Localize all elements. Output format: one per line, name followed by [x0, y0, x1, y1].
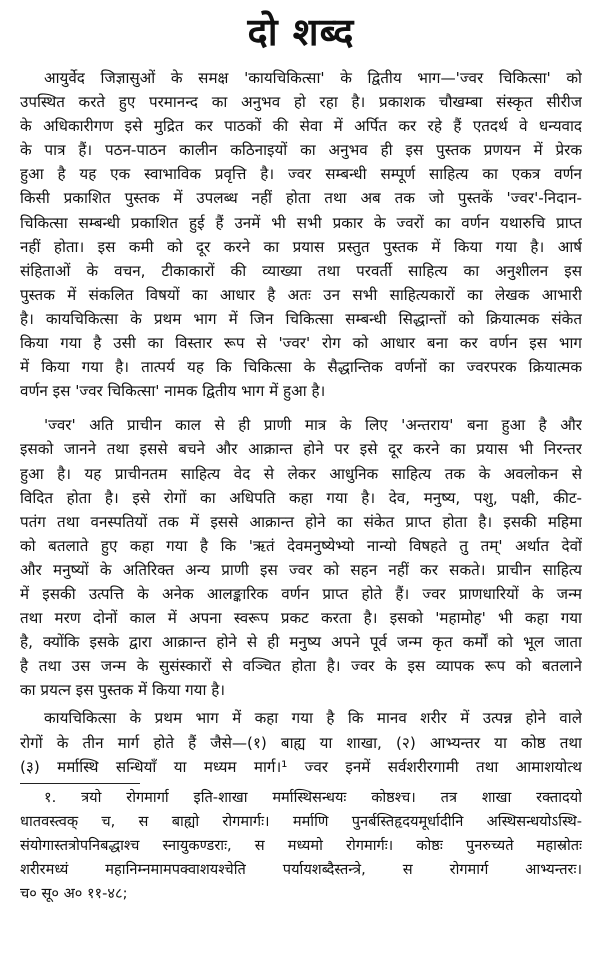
- footnote-divider: [20, 783, 140, 784]
- footnote-line: १. त्रयो रोगमार्गा इति-शाखा मर्मास्थिसन्धयः कोष्ठश्च। तत्र शाखा रक्तादयो: [44, 788, 582, 806]
- text-line: रोगों के तीन मार्ग होते हैं जैसे—(१) बाह्य या शाखा, (२) आभ्यन्तर या कोष्ठ तथा: [20, 733, 582, 752]
- footnote-reference: च० सू० अ० ११-४८;: [20, 884, 128, 902]
- text-line: का प्रयत्न इस पुस्तक में किया गया है।: [20, 681, 226, 700]
- text-line: चिकित्सा सम्बन्धी प्रकाशित हुई हैं उनमें भी सभी प्रकार के ज्वरों का वर्णन यथारुचि प्राप्त: [20, 213, 582, 232]
- footnote: [20, 786, 582, 906]
- text-line: को बतलाते हुए कहा गया है कि 'ऋतं देवमनुष्येभ्यो नान्यो विषहते तु तम्' अर्थात देवों: [20, 536, 582, 555]
- text-line: आयुर्वेद जिज्ञासुओं के समक्ष 'कायचिकित्सा' के द्वितीय भाग—'ज्वर चिकित्सा' को: [44, 69, 582, 87]
- text-line: 'ज्वर' अति प्राचीन काल से ही प्राणी मात्र के लिए 'अन्तराय' बना हुआ है और: [44, 416, 582, 435]
- text-line: किया गया है उसी का विस्तार रूप से 'ज्वर' रोग को आधार बना कर वर्णन इस भाग: [20, 334, 582, 353]
- text-line: किसी प्रकाशित पुस्तक में उपलब्ध नहीं होता तथा अब तक जो पुस्तकें 'ज्वर'-निदान-: [20, 189, 582, 208]
- text-line: के अधिकारीगण इसे मुद्रित कर पाठकों की सेवा में अर्पित कर रहे हैं एतदर्थ वे धन्यवाद: [20, 117, 582, 136]
- text-line: (३) मर्मास्थि सन्धियाँ या मध्यम मार्ग।¹ ज्वर इनमें सर्वशरीरगामी तथा आमाशयोत्थ: [20, 757, 582, 776]
- paragraph-2: [20, 413, 582, 702]
- page-title: दो शब्द: [247, 10, 355, 54]
- text-line: में इसकी उत्पत्ति के अनेक आलङ्कारिक वर्णन प्राप्त होते हैं। ज्वर प्राणधारियों के जन्म: [20, 584, 582, 603]
- footnote-line: शरीरमध्यं महानिम्नमामपक्वाशयश्चेति पर्यायशब्दैस्तन्त्रे, स रोगमार्ग आभ्यन्तरः।: [20, 860, 582, 878]
- text-line: हुआ है यह एक स्वाभाविक प्रवृत्ति है। ज्वर सम्बन्धी सम्पूर्ण साहित्य का एकत्र वर्णन: [20, 165, 582, 184]
- text-line: है। कायचिकित्सा के प्रथम भाग में जिन चिकित्सा सम्बन्धी सिद्धान्तों को क्रियात्मक संकेत: [20, 309, 582, 328]
- footnote-line: संयोगास्तत्रोपनिबद्धाश्च स्नायुकण्डराः, स मध्यमो रोगमार्गः। कोष्ठः पुनरुच्यते महास्रोतः: [20, 836, 582, 854]
- text-line: वर्णन इस 'ज्वर चिकित्सा' नामक द्वितीय भाग में हुआ है।: [20, 382, 326, 401]
- text-line: के पात्र हैं। पठन-पाठन कालीन कठिनाइयों का अनुभव ही इस पुस्तक प्रणयन में प्रेरक: [20, 141, 582, 160]
- text-line: उपस्थित करते हुए परमानन्द का अनुभव हो रहा है। प्रकाशक चौखम्बा संस्कृत सीरीज: [20, 93, 582, 112]
- text-line: पतंग तथा वनस्पतियों तक में इससे आक्रान्त होने का संकेत प्राप्त होता है। इसकी महिमा: [20, 512, 582, 531]
- text-line: नहीं होता। इस कमी को दूर करने का प्रयास प्रस्तुत पुस्तक में किया गया है। आर्ष: [20, 237, 582, 256]
- text-line: तथा मरण दोनों काल में अपना स्वरूप प्रकट करता है। इसको 'महामोह' भी कहा गया: [20, 609, 582, 628]
- text-line: हुआ है। यह प्राचीनतम साहित्य वेद से लेकर आधुनिक साहित्य तक के अवलोकन से: [20, 464, 582, 483]
- footnote-line: धातवस्त्वक् च, स बाह्यो रोगमार्गः। मर्माणि पुनर्बस्तिहृदयमूर्धादीनि अस्थिसन्धयोऽस्थि-: [20, 812, 582, 830]
- text-line: और मनुष्यों के अतिरिक्त अन्य प्राणी इस ज्वर को सहन नहीं कर सकते। प्राचीन साहित्य: [20, 560, 582, 579]
- text-line: है तथा उस जन्म के सुसंस्कारों से वञ्चित होता है। ज्वर के इस व्यापक रूप को बतलाने: [20, 657, 582, 676]
- paragraph-3: [20, 706, 582, 778]
- text-line: में किया गया है। तात्पर्य यह कि चिकित्सा के सैद्धान्तिक वर्णनों का ज्वरपरक क्रियात्मक: [20, 358, 582, 377]
- text-line: पुस्तक में संकलित विषयों का आधार है अतः उन सभी साहित्यकारों का लेखक आभारी: [20, 285, 582, 304]
- text-line: है, क्योंकि इसके द्वारा आक्रान्त होने से ही मनुष्य अपने पूर्व जन्म कृत कर्मों को भूल जाता: [20, 633, 582, 652]
- text-line: संहिताओं के वचन, टीकाकारों की व्याख्या तथा परवर्ती साहित्य का अनुशीलन इस: [20, 261, 582, 280]
- paragraph-1: [20, 66, 582, 403]
- text-line: विदित होता है। इसे रोगों का अधिपति कहा गया है। देव, मनुष्य, पशु, पक्षी, कीट-: [20, 488, 582, 507]
- text-line: कायचिकित्सा के प्रथम भाग में कहा गया है कि मानव शरीर में उत्पन्न होने वाले: [44, 709, 582, 728]
- text-line: इसको जानने तथा इससे बचने और आक्रान्त होने पर इसे दूर करने का प्रयास भी निरन्तर: [20, 440, 582, 459]
